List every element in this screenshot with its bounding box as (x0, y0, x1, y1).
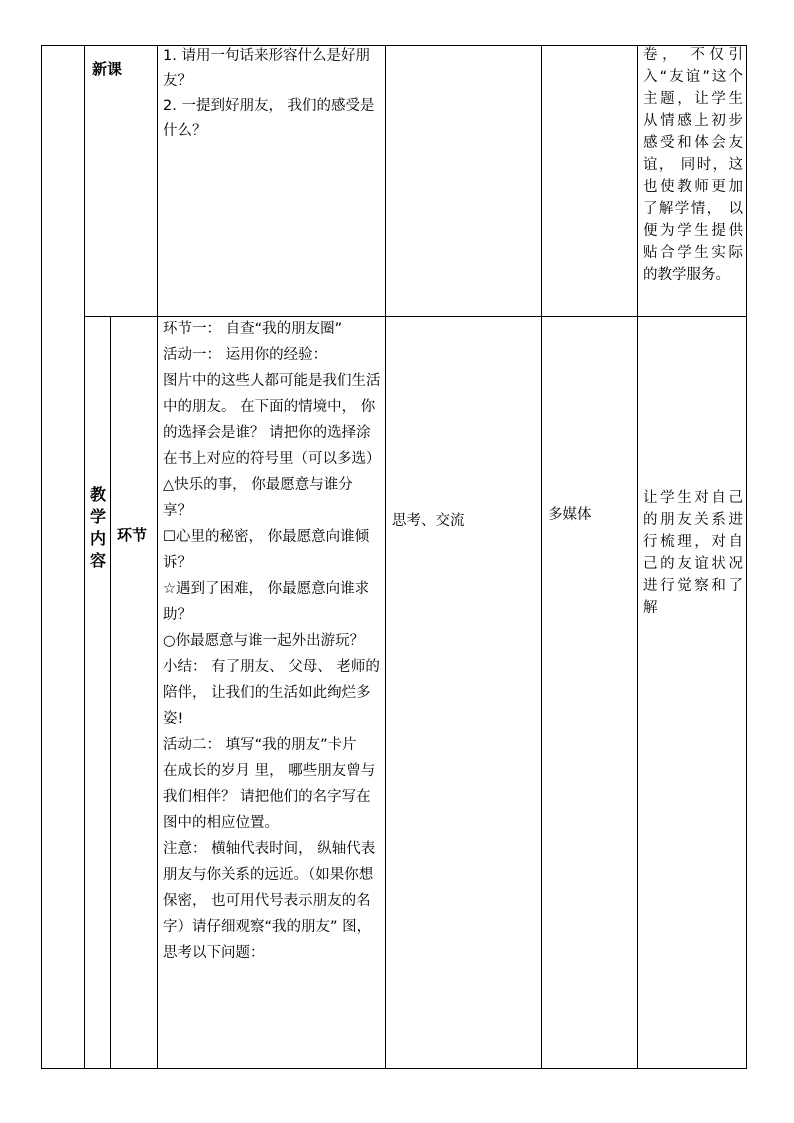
activity-two-instructions: 在成长的岁月 里， 哪些朋友曾与我们相伴？ 请把他们的名字写在图中的相应位置。 (163, 763, 376, 831)
column-divider-5 (637, 45, 638, 1069)
section-label-char: 教 (89, 485, 106, 504)
row1-purpose: 卷， 不仅引入“友谊”这个主题，让学生从情感上初步感受和体会友谊， 同时，这也使教师更加了解学情， 以便为学生提供贴合学生实际的教学服务。 (643, 47, 743, 283)
section-label-teaching-content (87, 484, 109, 572)
question-star: ☆遇到了困难， 你最愿意向谁求助？ (163, 581, 370, 623)
column-divider-4 (541, 45, 542, 1069)
activity-two-note: 注意： 横轴代表时间， 纵轴代表朋友与你关系的远近。（如果你想保密， 也可用代号表示朋友的名字）请仔细观察“我的朋友” 图， 思考以下问题： (163, 841, 376, 961)
question-triangle: △快乐的事， 你最愿意与谁分享？ (163, 477, 353, 519)
activity-one-title: 活动一： 运用你的经验： (163, 347, 328, 363)
table-left-border (41, 45, 42, 1069)
row1-question-2: 2. 一提到好朋友， 我们的感受是什么？ (163, 98, 375, 139)
question-circle: ○你最愿意与谁一起外出游玩？ (163, 633, 365, 649)
row1-question-1: 1. 请用一句话来形容什么是好朋友？ (163, 48, 370, 89)
summary-text: 小结： 有了朋友、 父母、 老师的陪伴， 让我们的生活如此绚烂多姿! (163, 659, 380, 727)
column-divider-sub (110, 316, 111, 1069)
column-divider-3 (385, 45, 386, 1069)
row1-label: 新课 (92, 60, 123, 78)
section-label-char: 内 (89, 529, 106, 548)
column-divider-1 (84, 45, 85, 1069)
section-label-char: 学 (89, 507, 106, 526)
step-one-title: 环节一： 自查“我的朋友圈” (163, 321, 343, 337)
table-right-border (746, 45, 747, 1069)
table-bottom-border (41, 1068, 746, 1069)
section-label-char: 容 (89, 551, 106, 570)
activity-one-instructions: 图片中的这些人都可能是我们生活中的朋友。 在下面的情境中， 你的选择会是谁？ 请把你的选择涂在书上对应的符号里（可以多选） (163, 373, 381, 467)
teaching-media: 多媒体 (548, 507, 592, 523)
table-top-border (41, 45, 746, 46)
row2-purpose: 让学生对自己的朋友关系进行梳理，对自己的友谊状况进行觉察和了解 (643, 490, 743, 616)
student-activity: 思考、交流 (392, 513, 465, 529)
sub-label-step: 环节 (117, 526, 148, 544)
activity-two-title: 活动二： 填写“我的朋友”卡片 (163, 737, 357, 753)
row2-content (163, 316, 381, 966)
question-square: ☐心里的秘密， 你最愿意向谁倾诉？ (163, 529, 370, 571)
row1-content (163, 44, 381, 144)
column-divider-2 (157, 45, 158, 1069)
